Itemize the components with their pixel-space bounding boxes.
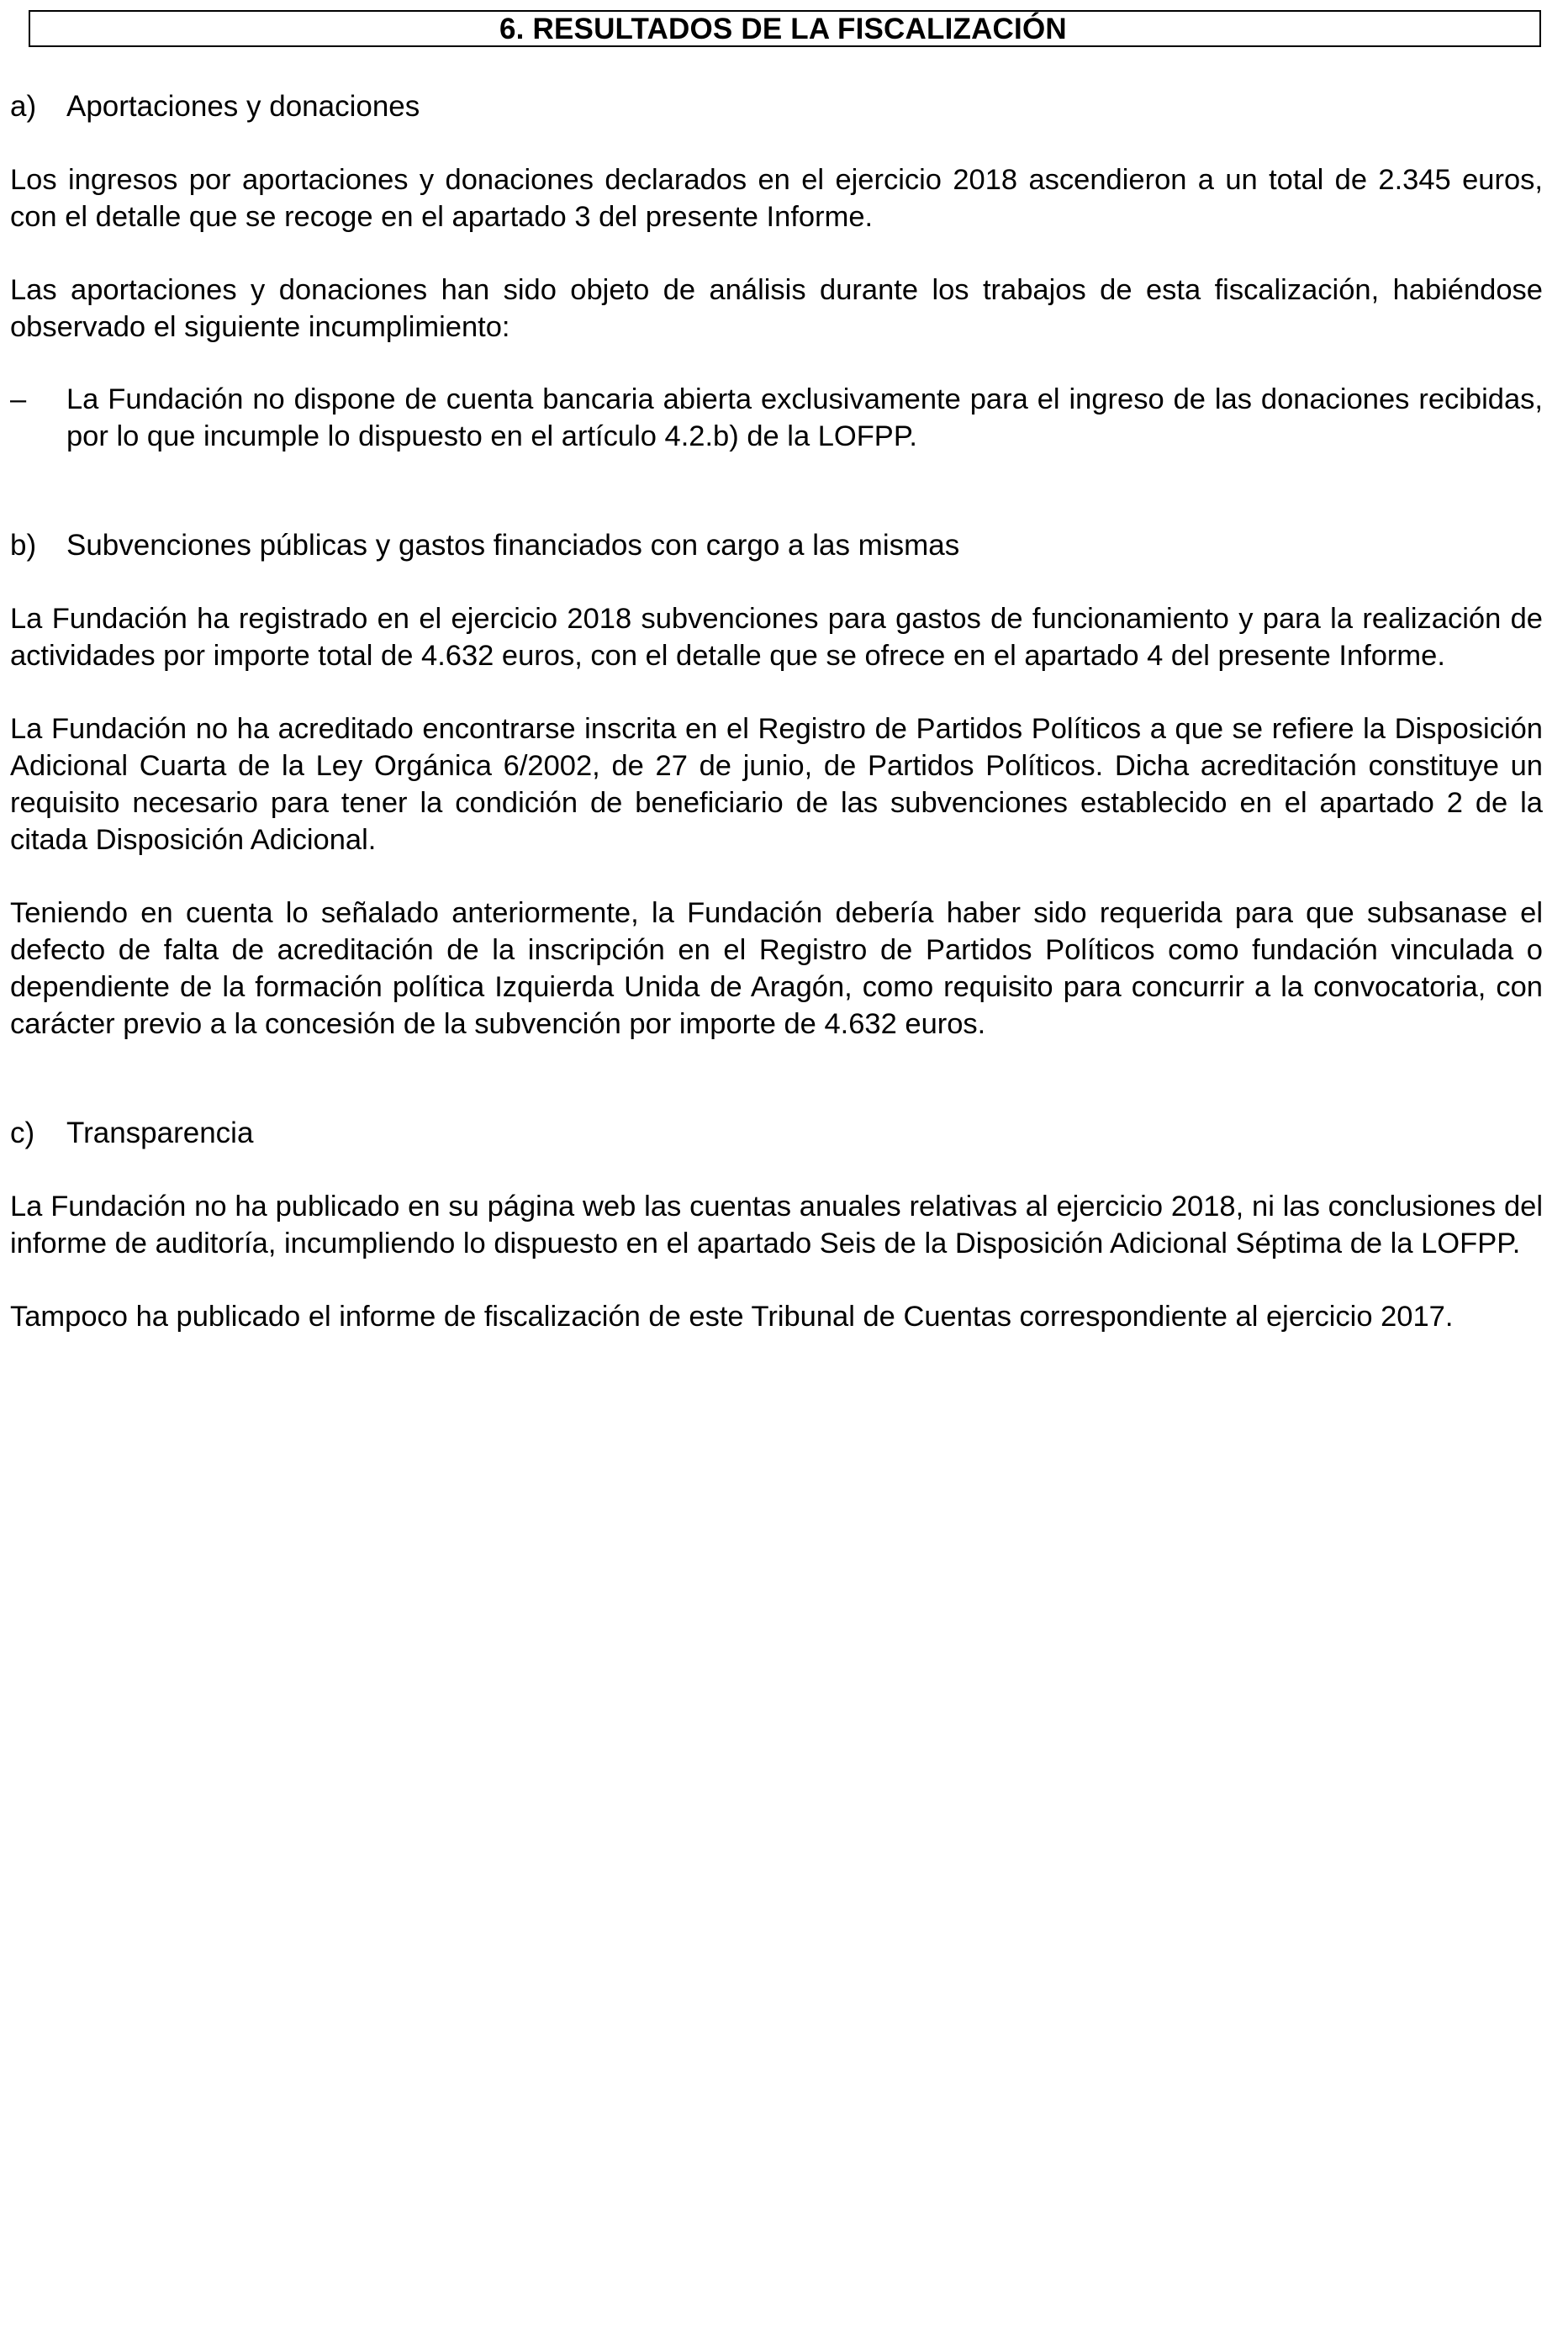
section-letter: a) bbox=[10, 90, 37, 123]
title-box bbox=[29, 10, 1541, 47]
paragraph: Las aportaciones y donaciones han sido objeto de análisis durante los trabajos de esta fiscalización, habiéndose observado el siguiente incumplimiento: bbox=[10, 274, 1543, 343]
section-letter: b) bbox=[10, 529, 37, 562]
paragraph: La Fundación no ha acreditado encontrarse inscrita en el Registro de Partidos Políticos a que se refiere la Disposición Adicional Cuarta de la Ley Orgánica 6/2002, de 27 de junio, de Partidos Políticos. Dicha acreditación constituye un requisito necesario para tener la condición de beneficiario de las subvenciones establecido en el apartado 2 de la citada Disposición Adicional. bbox=[10, 713, 1543, 856]
dash-bullet-icon: – bbox=[10, 383, 27, 415]
paragraph: Teniendo en cuenta lo señalado anteriormente, la Fundación debería haber sido requerida para que subsanase el defecto de falta de acreditación de la inscripción en el Registro de Partidos Políticos como fundación vinculada o dependiente de la formación política Izquierda Unida de Aragón, como requisito para concurrir a la convocatoria, con carácter previo a la concesión de la subvención por importe de 4.632 euros. bbox=[10, 897, 1543, 1040]
paragraph: Tampoco ha publicado el informe de fiscalización de este Tribunal de Cuentas correspondiente al ejercicio 2017. bbox=[10, 1301, 1454, 1333]
list-item bbox=[10, 381, 1543, 455]
section-heading-a bbox=[10, 88, 1543, 125]
list-item-text: La Fundación no dispone de cuenta bancaria abierta exclusivamente para el ingreso de las donaciones recibidas, por lo que incumple lo dispuesto en el artículo 4.2.b) de la LOFPP. bbox=[66, 383, 1543, 452]
section-letter: c) bbox=[10, 1117, 35, 1149]
section-title: Subvenciones públicas y gastos financiados con cargo a las mismas bbox=[66, 529, 960, 562]
page-title: 6. RESULTADOS DE LA FISCALIZACIÓN bbox=[499, 13, 1067, 45]
paragraph: La Fundación no ha publicado en su página web las cuentas anuales relativas al ejercicio 2018, ni las conclusiones del informe de auditoría, incumpliendo lo dispuesto en el apartado Seis de la Disposición Adicional Séptima de la LOFPP. bbox=[10, 1191, 1543, 1259]
paragraph: La Fundación ha registrado en el ejercicio 2018 subvenciones para gastos de funcionamiento y para la realización de actividades por importe total de 4.632 euros, con el detalle que se ofrece en el apartado 4 del presente Informe. bbox=[10, 603, 1543, 672]
section-title: Transparencia bbox=[66, 1117, 254, 1149]
paragraph: Los ingresos por aportaciones y donaciones declarados en el ejercicio 2018 ascendieron a un total de 2.345 euros, con el detalle que se recoge en el apartado 3 del presente Informe. bbox=[10, 164, 1543, 233]
document-page bbox=[10, 10, 1543, 1335]
section-heading-c bbox=[10, 1115, 1543, 1152]
section-title: Aportaciones y donaciones bbox=[66, 90, 420, 123]
section-heading-b bbox=[10, 527, 1543, 564]
